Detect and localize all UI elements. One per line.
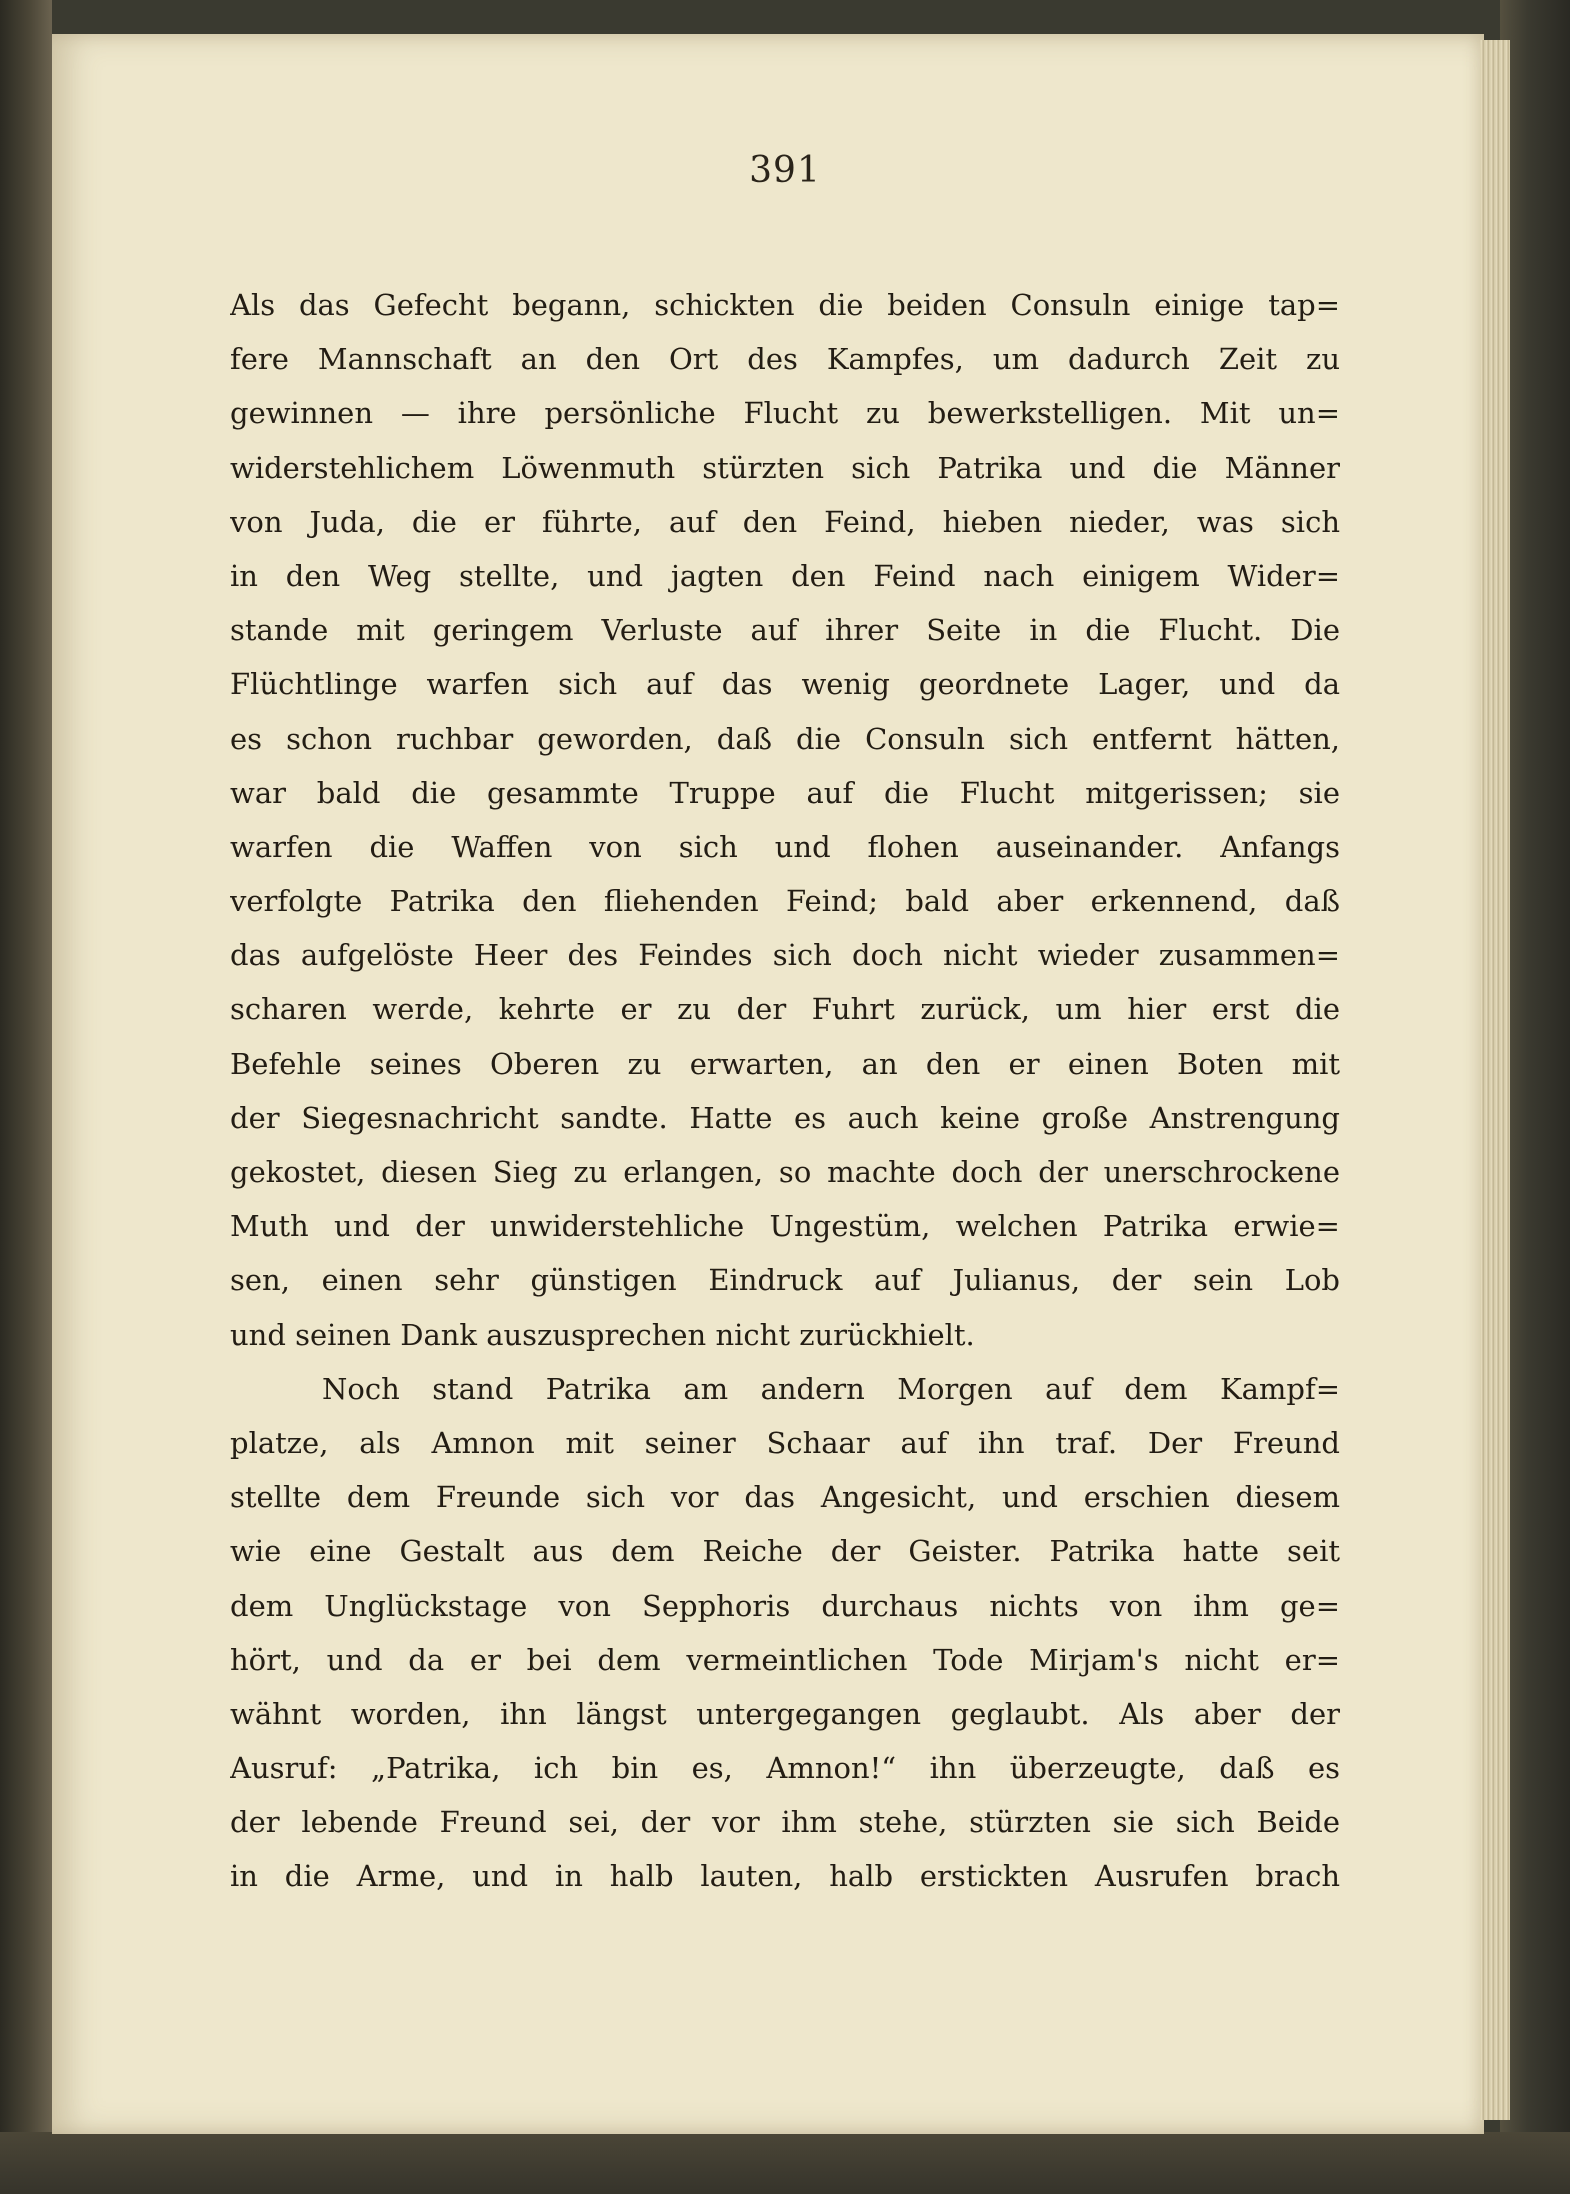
text-line: das aufgelöste Heer des Feindes sich doch nicht wieder zusammen= [230, 938, 1340, 973]
text-line: der Siegesnachricht sandte. Hatte es auch keine große Anstrengung [230, 1100, 1340, 1135]
text-line: widerstehlichem Löwenmuth stürzten sich Patrika und die Männer [230, 450, 1340, 485]
text-line: Flüchtlinge warfen sich auf das wenig geordnete Lager, und da [230, 667, 1340, 702]
text-line: Muth und der unwiderstehliche Ungestüm, welchen Patrika erwie= [230, 1209, 1340, 1244]
text-line: wähnt worden, ihn längst untergegangen geglaubt. Als aber der [230, 1696, 1340, 1731]
text-line: dem Unglückstage von Sepphoris durchaus nichts von ihm ge= [230, 1588, 1340, 1623]
text-line: wie eine Gestalt aus dem Reiche der Geister. Patrika hatte seit [230, 1534, 1340, 1569]
text-line: fere Mannschaft an den Ort des Kampfes, um dadurch Zeit zu [230, 342, 1340, 377]
text-line: der lebende Freund sei, der vor ihm stehe, stürzten sie sich Beide [230, 1805, 1340, 1840]
text-line: Befehle seines Oberen zu erwarten, an den er einen Boten mit [230, 1046, 1340, 1081]
book-cover-bottom-edge [0, 2132, 1570, 2194]
page-stack-edges [1480, 40, 1510, 2120]
text-line: stellte dem Freunde sich vor das Angesicht, und erschien diesem [230, 1480, 1340, 1515]
page-number: 391 [749, 150, 821, 191]
book-cover-right-edge [1500, 0, 1570, 2194]
text-line: in die Arme, und in halb lauten, halb erstickten Ausrufen brach [230, 1859, 1340, 1894]
text-line: stande mit geringem Verluste auf ihrer Seite in die Flucht. Die [230, 613, 1340, 648]
text-line: Ausruf: „Patrika, ich bin es, Amnon!“ ihn überzeugte, daß es [230, 1751, 1340, 1786]
text-line: scharen werde, kehrte er zu der Fuhrt zurück, um hier erst die [230, 992, 1340, 1027]
text-line: es schon ruchbar geworden, daß die Consuln sich entfernt hätten, [230, 721, 1340, 756]
text-line: hört, und da er bei dem vermeintlichen Tode Mirjam's nicht er= [230, 1642, 1340, 1677]
text-line: gekostet, diesen Sieg zu erlangen, so machte doch der unerschrockene [230, 1155, 1340, 1189]
text-line: Als das Gefecht begann, schickten die beiden Consuln einige tap= [230, 288, 1340, 322]
text-line: warfen die Waffen von sich und flohen auseinander. Anfangs [230, 829, 1340, 864]
text-line: gewinnen — ihre persönliche Flucht zu bewerkstelligen. Mit un= [230, 396, 1340, 431]
text-line: in den Weg stellte, und jagten den Feind nach einigem Wider= [230, 558, 1340, 593]
paragraph-end-line: und seinen Dank auszusprechen nicht zurückhielt. [230, 1317, 975, 1352]
text-line: von Juda, die er führte, auf den Feind, hieben nieder, was sich [230, 504, 1340, 539]
book-cover-left-edge [0, 0, 52, 2194]
text-line: sen, einen sehr günstigen Eindruck auf Julianus, der sein Lob [230, 1263, 1340, 1298]
text-line: war bald die gesammte Truppe auf die Flucht mitgerissen; sie [230, 775, 1340, 810]
body-text [230, 278, 1340, 1904]
text-line: verfolgte Patrika den fliehenden Feind; bald aber erkennend, daß [230, 884, 1340, 919]
text-line: platze, als Amnon mit seiner Schaar auf ihn traf. Der Freund [230, 1425, 1340, 1460]
paragraph-start-line: Noch stand Patrika am andern Morgen auf dem Kampf= [322, 1371, 1340, 1406]
